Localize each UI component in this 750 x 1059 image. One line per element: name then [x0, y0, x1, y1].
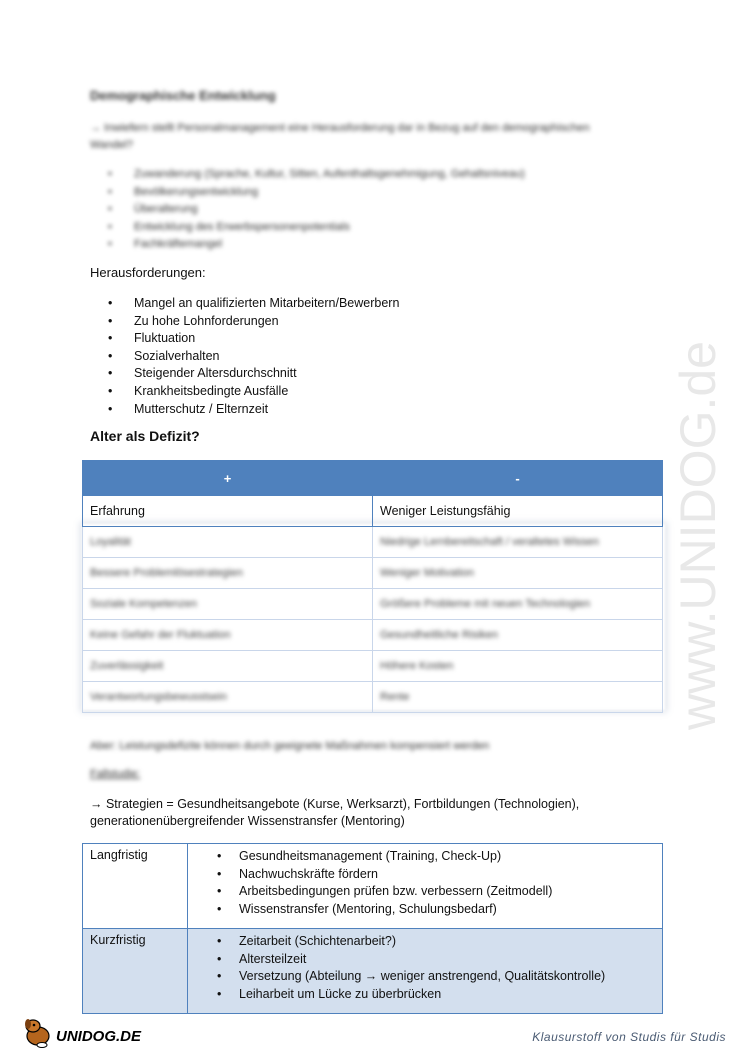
- table-cell: Loyalität: [90, 536, 131, 548]
- list-item: • Krankheitsbedingte Ausfälle: [134, 383, 399, 401]
- blurred-list: [134, 166, 525, 254]
- list-item: • Entwicklung des Erwerbspersonenpotentials: [134, 219, 525, 237]
- table-cell: Rente: [380, 691, 410, 703]
- list-item: • Versetzung (Abteilung → weniger anstrengend, Qualitätskontrolle): [239, 968, 655, 986]
- table-cell: Erfahrung: [83, 496, 373, 527]
- list-item: • Sozialverhalten: [134, 348, 399, 366]
- table-cell: Zuverlässigkeit: [90, 660, 164, 672]
- list-item: • Gesundheitsmanagement (Training, Check-Up): [239, 848, 655, 866]
- watermark-text: www.UNIDOG.de: [670, 341, 726, 730]
- table-cell: Weniger Motivation: [380, 567, 474, 579]
- table-row: [83, 682, 663, 713]
- table-cell: Höhere Kosten: [380, 660, 454, 672]
- footer-slogan: Klausurstoff von Studis für Studis: [532, 1030, 726, 1044]
- table-cell: Gesundheitliche Risiken: [380, 629, 499, 641]
- blurred-case-study: Fallstudie:: [90, 768, 141, 780]
- challenges-list: [134, 295, 399, 418]
- table-row: [83, 496, 663, 527]
- list-item: • Bevölkerungsentwicklung: [134, 184, 525, 202]
- unidog-logo: [22, 1014, 152, 1050]
- header-plus: +: [83, 461, 373, 496]
- dog-mascot-icon: [25, 1019, 49, 1048]
- blurred-note: Aber: Leistungsdefizite können durch geeignete Maßnahmen kompensiert werden: [90, 740, 490, 752]
- deficit-table: [82, 460, 663, 713]
- table-cell: Größere Probleme mit neuen Technologien: [380, 598, 591, 610]
- table-row: [83, 929, 663, 1014]
- list-item: • Steigender Altersdurchschnitt: [134, 365, 399, 383]
- logo-text: UNIDOG.DE: [56, 1028, 142, 1045]
- table-cell: Keine Gefahr der Fluktuation: [90, 629, 231, 641]
- list-item: • Wissenstransfer (Mentoring, Schulungsbedarf): [239, 901, 655, 919]
- list-item: • Nachwuchskräfte fördern: [239, 866, 655, 884]
- watermark: [660, 270, 740, 730]
- list-item: • Mutterschutz / Elternzeit: [134, 401, 399, 419]
- list-item: • Leiharbeit um Lücke zu überbrücken: [239, 986, 655, 1004]
- table-row: [83, 558, 663, 589]
- table-cell: Bessere Problemlösestrategien: [90, 567, 243, 579]
- list-item: • Zeitarbeit (Schichtenarbeit?): [239, 933, 655, 951]
- list-item: • Fluktuation: [134, 330, 399, 348]
- list-item: • Arbeitsbedingungen prüfen bzw. verbessern (Zeitmodell): [239, 883, 655, 901]
- table-row: [83, 844, 663, 929]
- list-item: • Mangel an qualifizierten Mitarbeitern/Bewerbern: [134, 295, 399, 313]
- list-item: • Fachkräftemangel: [134, 236, 525, 254]
- blurred-intro: → Inwiefern stellt Personalmanagement eine Herausforderung dar in Bezug auf den demographischen Wandel?: [90, 122, 590, 151]
- list-item: • Altersteilzeit: [239, 951, 655, 969]
- long-term-label: Langfristig: [83, 844, 188, 929]
- table-row: [83, 620, 663, 651]
- long-term-list: [195, 848, 655, 918]
- section-title: Alter als Defizit?: [90, 428, 200, 444]
- list-item: • Zu hohe Lohnforderungen: [134, 313, 399, 331]
- table-cell: Weniger Leistungsfähig: [373, 496, 663, 527]
- table-cell: Soziale Kompetenzen: [90, 598, 198, 610]
- table-cell: Niedrige Lernbereitschaft / veraltetes Wissen: [380, 536, 599, 548]
- short-term-list: [195, 933, 655, 1003]
- strategies-text: → Strategien = Gesundheitsangebote (Kurse, Werksarzt), Fortbildungen (Technologien), generationenübergreifender Wissenstransfer (Mentoring): [90, 797, 580, 828]
- list-item: • Überalterung: [134, 201, 525, 219]
- list-item: • Zuwanderung (Sprache, Kultur, Sitten, Aufenthaltsgenehmigung, Gehaltsniveau): [134, 166, 525, 184]
- strategy-table: [82, 843, 663, 1014]
- blurred-heading: Demographische Entwicklung: [90, 88, 276, 103]
- table-row: [83, 589, 663, 620]
- challenges-label: Herausforderungen:: [90, 265, 206, 280]
- short-term-label: Kurzfristig: [83, 929, 188, 1014]
- table-row: [83, 527, 663, 558]
- table-cell: Verantwortungsbewusstsein: [90, 691, 227, 703]
- table-row: [83, 651, 663, 682]
- header-minus: -: [373, 461, 663, 496]
